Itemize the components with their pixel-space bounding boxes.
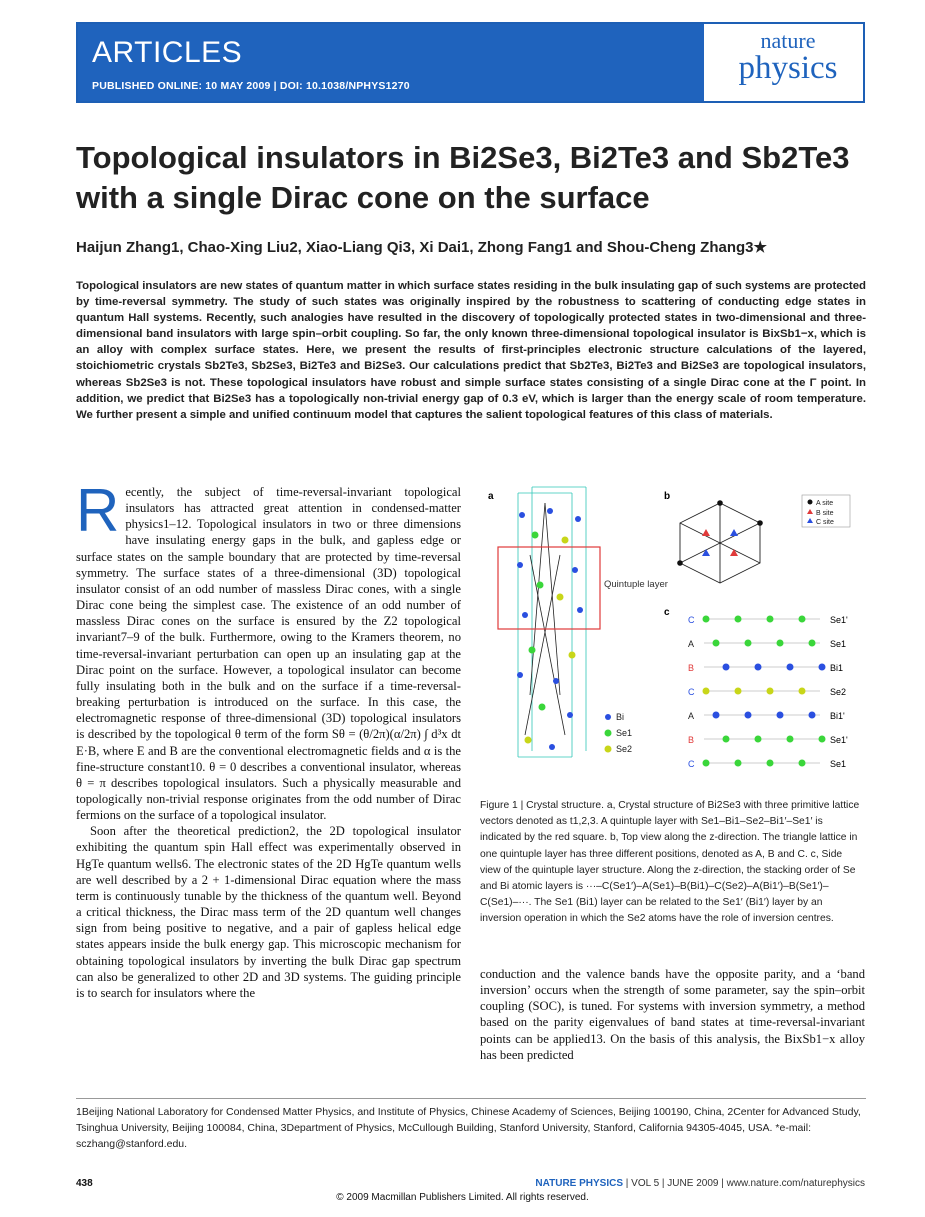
article-title: Topological insulators in Bi2Se3, Bi2Te3 and Sb2Te3 with a single Dirac cone on the surface [76, 140, 850, 215]
panel-b-label: b [664, 491, 671, 502]
stack-layer-label: Se1 [830, 639, 847, 649]
banner-fill [78, 24, 704, 101]
stack-site-label: C [688, 687, 695, 697]
stack-layer-label: Se1' [830, 735, 848, 745]
journal-logo[interactable] [718, 30, 858, 96]
stack-atom [735, 688, 742, 695]
stack-atom [787, 664, 794, 671]
stack-atom [703, 688, 710, 695]
stack-atom [713, 640, 720, 647]
crystal-structure-figure [480, 485, 865, 785]
stack-atom [799, 688, 806, 695]
side-view-stack [688, 615, 848, 769]
stack-site-label: A [688, 639, 695, 649]
body-column-left [76, 477, 461, 1001]
stack-atom [703, 616, 710, 623]
stack-atom [745, 712, 752, 719]
journal-footer-issue[interactable]: | VOL 5 | JUNE 2009 | www.nature.com/naturephysics [625, 1178, 865, 1189]
journal-logo-line2: physics [738, 50, 838, 86]
author-list: Haijun Zhang1, Chao-Xing Liu2, Xiao-Liang Qi3, Xi Dai1, Zhong Fang1 and Shou-Cheng Zhang3★ [76, 239, 767, 256]
stack-layer-label: Se1' [830, 615, 848, 625]
figure-caption: Figure 1 | Crystal structure. a, Crystal structure of Bi2Se3 with three primitive lattice vectors denoted as t1,2,3. A quintuple layer with Se1–Bi1–Se2–Bi1′–Se1′ is indicated by the red square. b, Top view along the z-direction. The triangle lattice in one quintuple layer has three different positions, denoted as A, B and C. c, Side view of the quintuple layer structure. Along the z-direction, the stacking order of Se and Bi atomic layers is ···–C(Se1′)–A(Se1)–B(Bi1)–C(Se2)–A(Bi1′)–B(Se1′)–C(Se1)–···. The Se1 (Bi1) layer can be related to the Se1′ (Bi1′) layer by an inversion operation in which the Se2 atoms have the role of inversion centres. [480, 800, 860, 925]
legend-bi: Bi [616, 712, 625, 722]
stack-atom [735, 616, 742, 623]
stack-atom [755, 736, 762, 743]
panel-a-label: a [488, 491, 494, 502]
stack-layer-label: Se1 [830, 759, 847, 769]
body-column-right: conduction and the valence bands have the opposite parity, and a ‘band inversion’ occurs when the strength of some parameter, say the spin–orbit coupling (SOC), is tuned. For systems with inversion symmetry, a method based on the parity eigenvalues of band states at time-reversal-invariant points can be applied13. On the basis of this analysis, the BixSb1−x alloy has been predicted [480, 967, 865, 1062]
stack-atom [777, 712, 784, 719]
body-paragraph-1 [76, 477, 461, 823]
stack-atom [799, 760, 806, 767]
footnote-rule [76, 1098, 866, 1099]
legend-se1: Se1 [616, 728, 633, 738]
legend-a-site: A site [816, 500, 834, 507]
stack-site-label: B [688, 663, 695, 673]
stack-atom [713, 712, 720, 719]
stack-site-label: A [688, 711, 695, 721]
copyright-line: © 2009 Macmillan Publishers Limited. All rights reserved. [336, 1192, 589, 1203]
legend-se2: Se2 [616, 744, 633, 754]
body-paragraph-2: Soon after the theoretical prediction2, the 2D topological insulator exhibiting the quantum spin Hall effect was experimentally observed in HgTe quantum wells6. The electronic states of the 2D HgTe quantum wells are well described by a 2 + 1-dimensional Dirac equation where the mass term is continuously tunable by the thickness of the quantum well. Beyond a critical thickness, the Dirac mass term of the 2D quantum well changes sign from being positive to negative, and a pair of gapless helical edge states appears inside the bulk energy gap. This microscopic mechanism for obtaining topological insulators by inverting the bulk Dirac gap spectrum can also be generalized to other 2D and 3D systems. The guiding principle is to search for insulators where the [76, 824, 461, 1000]
stack-atom [723, 736, 730, 743]
stack-layer-label: Bi1' [830, 711, 845, 721]
hexagon-top-view [680, 503, 760, 583]
stack-atom [735, 760, 742, 767]
stack-atom [809, 712, 816, 719]
stack-atom [767, 760, 774, 767]
stack-atom [723, 664, 730, 671]
stack-site-label: C [688, 759, 695, 769]
stack-atom [819, 664, 826, 671]
stack-atom [777, 640, 784, 647]
legend-c-site: C site [816, 519, 834, 526]
stack-atom [819, 736, 826, 743]
page-number: 438 [76, 1178, 93, 1189]
legend-a [605, 712, 633, 754]
stack-atom [745, 640, 752, 647]
stack-atom [703, 760, 710, 767]
journal-footer-name: NATURE PHYSICS [535, 1178, 624, 1189]
legend-b-site: B site [816, 510, 834, 517]
abstract: Topological insulators are new states of quantum matter in which surface states residing in the bulk insulating gap of such systems are protected by time-reversal symmetry. The study of such states was originally inspired by the robustness to scattering of conducting edge states in quantum Hall systems. Recently, such analogies have resulted in the discovery of topologically protected states in two-dimensional and three-dimensional band insulators with large spin–orbit coupling. So far, the only known three-dimensional topological insulator is BixSb1−x, which is an alloy with complex surface states. Here, we present the results of first-principles electronic structure calculations of the layered, stoichiometric crystals Sb2Te3, Sb2Se3, Bi2Te3 and Bi2Se3. Our calculations predict that Sb2Te3, Bi2Te3 and Bi2Se3 are topological insulators, whereas Sb2Se3 is not. These topological insulators have robust and simple surface states consisting of a single Dirac cone at the Γ point. In addition, we predict that Bi2Se3 has a topologically non-trivial energy gap of 0.3 eV, which is larger than the energy scale of room temperature. We further present a simple and unified continuum model that captures the salient topological features of this class of materials. [76, 280, 866, 421]
affiliations-footnote: 1Beijing National Laboratory for Condensed Matter Physics, and Institute of Physics, Chinese Academy of Sciences, Beijing 100190, China, 2Center for Advanced Study, Tsinghua University, Beijing 100084, China, 3Department of Physics, McCullough Building, Stanford University, Stanford, California 94305-4045, USA. *e-mail: sczhang@stanford.edu. [76, 1106, 861, 1150]
stack-atom [767, 688, 774, 695]
figure-1 [480, 485, 865, 785]
stack-layer-label: Bi1 [830, 663, 844, 673]
drop-cap: R [76, 477, 120, 544]
panel-c-label: c [664, 607, 670, 618]
quintuple-label: Quintuple layer [604, 579, 668, 590]
stack-atom [787, 736, 794, 743]
body-paragraph-1-text: ecently, the subject of time-reversal-invariant topological insulators has attracted great attention in condensed-matter physics1–12. Topological insulators in two or three dimensions have insulating energy gaps in the bulk, and gapless edge or surface states on the sample boundary that are protected by time-reversal symmetry. The surface states of a three-dimensional (3D) topological insulator consist of an odd number of massless Dirac cones, with a single Dirac cone being the simplest case. The existence of an odd number of massless Dirac cones on the surface is ensured by the Z2 topological invariant7–9 of the bulk. Furthermore, owing to the Kramers theorem, no time-reversal-invariant perturbation can open up an insulating gap at the Dirac point on the surface. However, a topological insulator can become fully insulating both in the bulk and on the surface if a time-reversal-breaking perturbation is introduced on the surface. In this case, the electromagnetic response of three-dimensional (3D) topological insulators is described by the topological θ term of the form Sθ = (θ/2π)(α/2π) ∫ d³x dt E·B, where E and B are the conventional electromagnetic fields and α is the fine-structure constant10. θ = 0 describes a conventional insulator, whereas θ = π describes topological insulators. Such a physically measurable and topologically non-trivial response originates from the odd number of Dirac fermions on the surface of a topological insulator. [76, 485, 461, 823]
lattice-vectors [525, 503, 565, 735]
section-kicker: ARTICLES [92, 36, 243, 69]
stack-atom [767, 616, 774, 623]
journal-logo-line1: nature [760, 28, 816, 53]
stack-atom [809, 640, 816, 647]
stack-site-label: B [688, 735, 695, 745]
article-banner [76, 22, 865, 103]
legend-b [802, 495, 850, 527]
publication-info[interactable]: PUBLISHED ONLINE: 10 MAY 2009 | DOI: 10.1038/NPHYS1270 [92, 80, 410, 92]
stack-layer-label: Se2 [830, 687, 847, 697]
stack-atom [755, 664, 762, 671]
journal-footer [535, 1178, 865, 1189]
stack-site-label: C [688, 615, 695, 625]
stack-atom [799, 616, 806, 623]
